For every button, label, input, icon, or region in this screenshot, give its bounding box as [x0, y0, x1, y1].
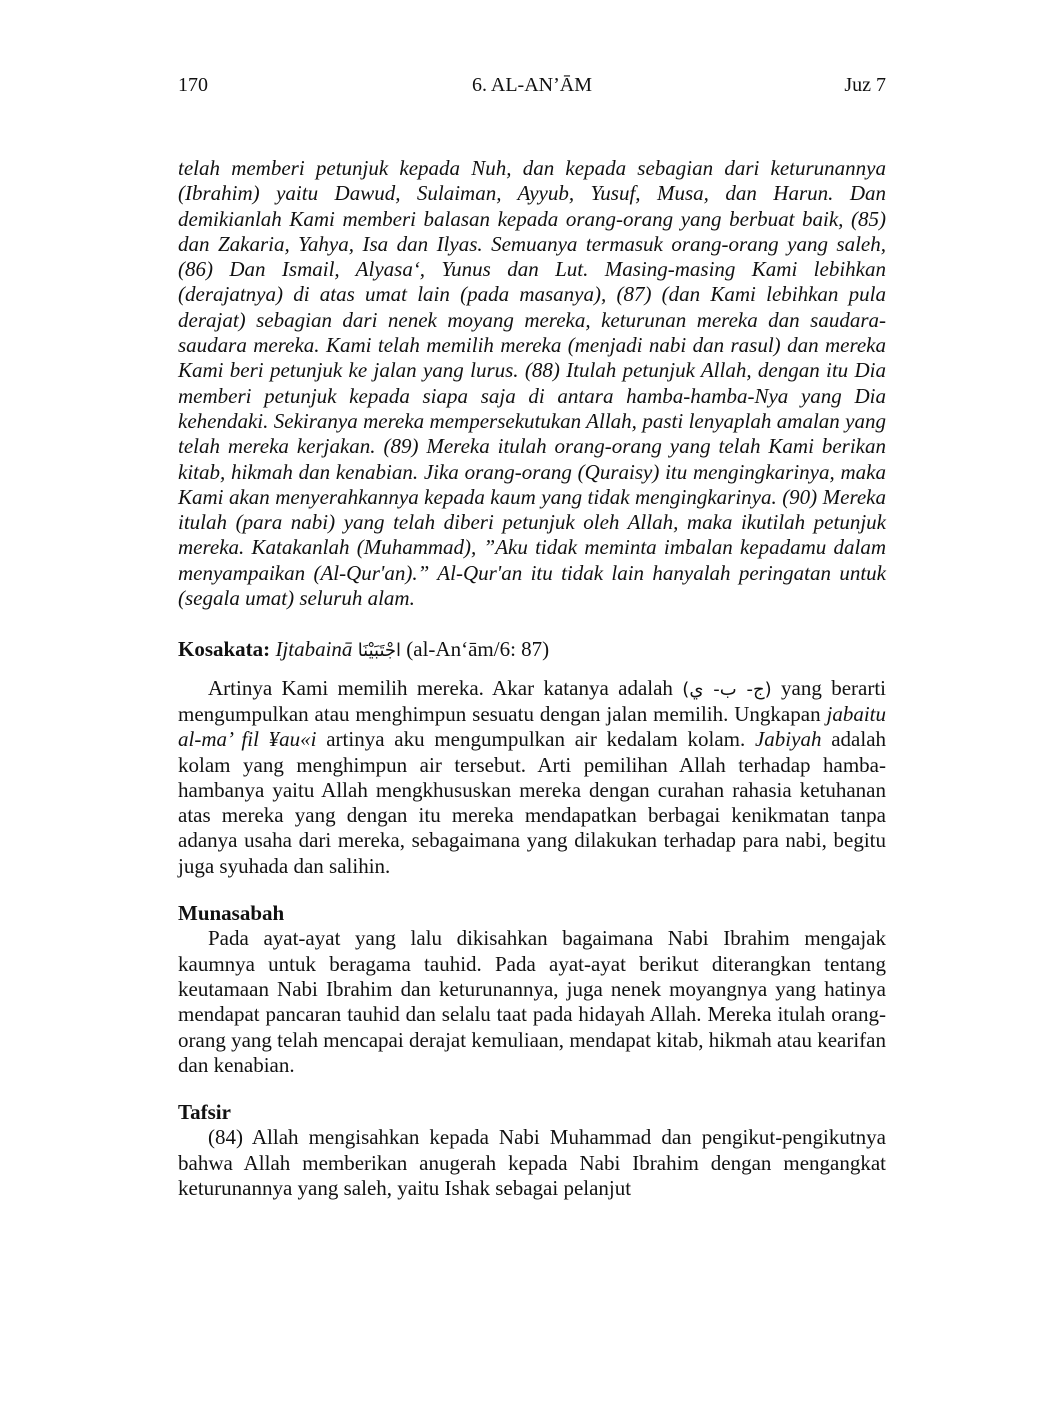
- kosakata-reference: (al-An‘ām/6: 87): [406, 637, 550, 662]
- tafsir-heading: Tafsir: [178, 1100, 231, 1125]
- page-body: [178, 156, 886, 1201]
- kosakata-arabic: اجْتَبَيْنَا: [357, 640, 402, 662]
- munasabah-heading: Munasabah: [178, 901, 285, 926]
- kosakata-term: Ijtabainā: [275, 637, 353, 662]
- page-number: 170: [178, 74, 208, 96]
- kosakata-root: (ج- ب- ي): [682, 678, 772, 700]
- juz-label: Juz 7: [844, 74, 886, 96]
- kosakata-text-c: artinya aku mengumpulkan air kedalam kolam.: [326, 727, 746, 752]
- kosakata-heading: [178, 637, 886, 663]
- kosakata-text-b: yang berarti mengumpulkan atau menghimpun sesuatu dengan jalan memilih. Ungkapan: [178, 675, 887, 726]
- page-header: [178, 74, 886, 104]
- kosakata-phrase: jabaitu al-ma’ fil ¥au«i: [178, 701, 886, 752]
- chapter-title: 6. AL-AN’ĀM: [472, 74, 592, 96]
- kosakata-label: Kosakata:: [178, 637, 271, 662]
- tafsir-paragraph: (84) Allah mengisahkan kepada Nabi Muhammad dan pengikut-pengikutnya bahwa Allah memberikan anugerah kepada Nabi Ibrahim dengan mengangkat keturunannya yang saleh, yaitu Ishak sebagai pelanjut: [178, 1125, 886, 1200]
- translation-paragraph: telah memberi petunjuk kepada Nuh, dan kepada sebagian dari keturunannya (Ibrahim) yaitu Dawud, Sulaiman, Ayyub, Yusuf, Musa, dan Harun. Dan demikianlah Kami memberi balasan kepada orang-orang yang berbuat baik, (85) dan Zakaria, Yahya, Isa dan Ilyas. Semuanya termasuk orang-orang yang saleh, (86) Dan Ismail, Alyasa‘, Yunus dan Lut. Masing-masing Kami lebihkan (derajatnya) di atas umat lain (pada masanya), (87) (dan Kami lebihkan pula derajat) sebagian dari nenek moyang mereka, keturunan mereka dan saudara-saudara mereka. Kami telah memilih mereka (menjadi nabi dan rasul) dan mereka Kami beri petunjuk ke jalan yang lurus. (88) Itulah petunjuk Allah, dengan itu Dia memberi petunjuk kepada siapa saja di antara hamba-hamba-Nya yang Dia kehendaki. Sekiranya mereka mempersekutukan Allah, pasti lenyaplah amalan yang telah mereka kerjakan. (89) Mereka itulah orang-orang yang telah Kami berikan kitab, hikmah dan kenabian. Jika orang-orang (Quraisy) itu mengingkarinya, maka Kami akan menyerahkannya kepada kaum yang tidak mengingkarinya. (90) Mereka itulah (para nabi) yang telah diberi petunjuk oleh Allah, maka ikutilah petunjuk mereka. Katakanlah (Muhammad), ”Aku tidak meminta imbalan kepadamu dalam menyampaikan (Al-Qur'an).” Al-Qur'an itu tidak lain hanyalah peringatan untuk (segala umat) seluruh alam.: [178, 156, 886, 611]
- kosakata-paragraph: [178, 676, 886, 879]
- kosakata-text-a: Artinya Kami memilih mereka. Akar katanya adalah: [208, 675, 673, 700]
- kosakata-jabiyah: Jabiyah: [754, 727, 822, 752]
- kosakata-text-d: adalah kolam yang menghimpun air tersebut. Arti pemilihan Allah terhadap hamba-hambanya yaitu Allah mengkhususkan mereka dengan curahan rahasia ketuhanan atas mereka yang dengan itu mereka mendapatkan berbagai kenikmatan tanpa adanya usaha dari mereka, sebagaimana yang dilakukan terhadap para nabi, begitu juga syuhada dan salihin.: [178, 727, 887, 878]
- munasabah-paragraph: Pada ayat-ayat yang lalu dikisahkan bagaimana Nabi Ibrahim mengajak kaumnya untuk beragama tauhid. Pada ayat-ayat berikut diterangkan tentang keutamaan Nabi Ibrahim dan keturunannya, juga nenek moyangnya yang hatinya mendapat pancaran tauhid dan selalu taat pada hidayah Allah. Mereka itulah orang-orang yang telah mencapai derajat kemuliaan, mendapat kitab, hikmah atau kearifan dan kenabian.: [178, 926, 886, 1077]
